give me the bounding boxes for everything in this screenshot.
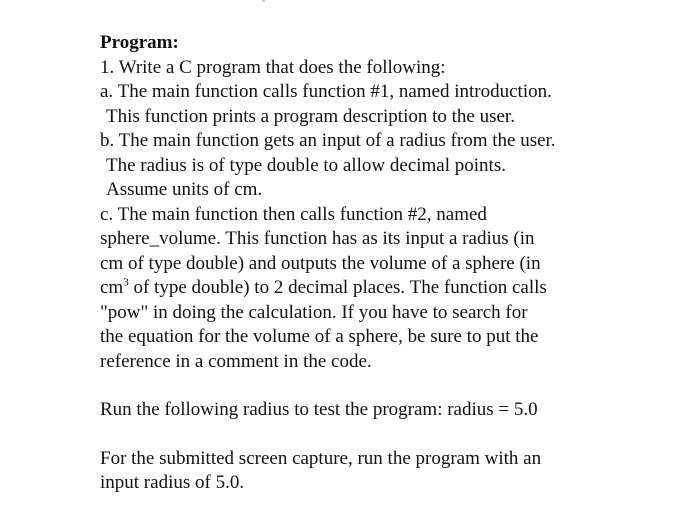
item-b-line-1: b. The main function gets an input of a radius from the user. <box>100 130 556 151</box>
item-c-line-5: "pow" in doing the calculation. If you have to search for <box>100 301 528 323</box>
item-c-line-4-rest: of type double) to 2 decimal places. The function calls <box>128 277 547 298</box>
submission-line-1: For the submitted screen capture, run the program with an <box>100 447 542 469</box>
item-1: 1. Write a C program that does the following: <box>100 56 446 78</box>
spacer <box>100 374 700 398</box>
assignment-text <box>100 31 700 496</box>
item-a-line-2: This function prints a program description to the user. <box>106 105 515 127</box>
image-speck <box>262 0 265 2</box>
item-c-line-4 <box>100 276 700 301</box>
submission-line-2: input radius of 5.0. <box>100 472 245 493</box>
unit-cubed-superscript: 3 <box>123 276 129 289</box>
item-c-line-3: cm of type double) and outputs the volume of a sphere (in <box>100 252 541 274</box>
spacer <box>100 423 700 447</box>
item-b-line-3: Assume units of cm. <box>106 179 263 200</box>
item-c-line-7: reference in a comment in the code. <box>100 350 372 372</box>
run-test-instruction: Run the following radius to test the program: radius = 5.0 <box>100 399 538 420</box>
program-heading: Program: <box>100 32 179 53</box>
unit-cm: cm <box>100 277 124 298</box>
item-b-line-2: The radius is of type double to allow decimal points. <box>106 154 506 176</box>
item-c-line-2: sphere_volume. This function has as its input a radius (in <box>100 228 535 249</box>
item-a-line-1: a. The main function calls function #1, named introduction. <box>100 81 552 102</box>
item-c-line-6: the equation for the volume of a sphere, be sure to put the <box>100 326 539 347</box>
item-c-line-1: c. The main function then calls function #2, named <box>100 203 487 225</box>
